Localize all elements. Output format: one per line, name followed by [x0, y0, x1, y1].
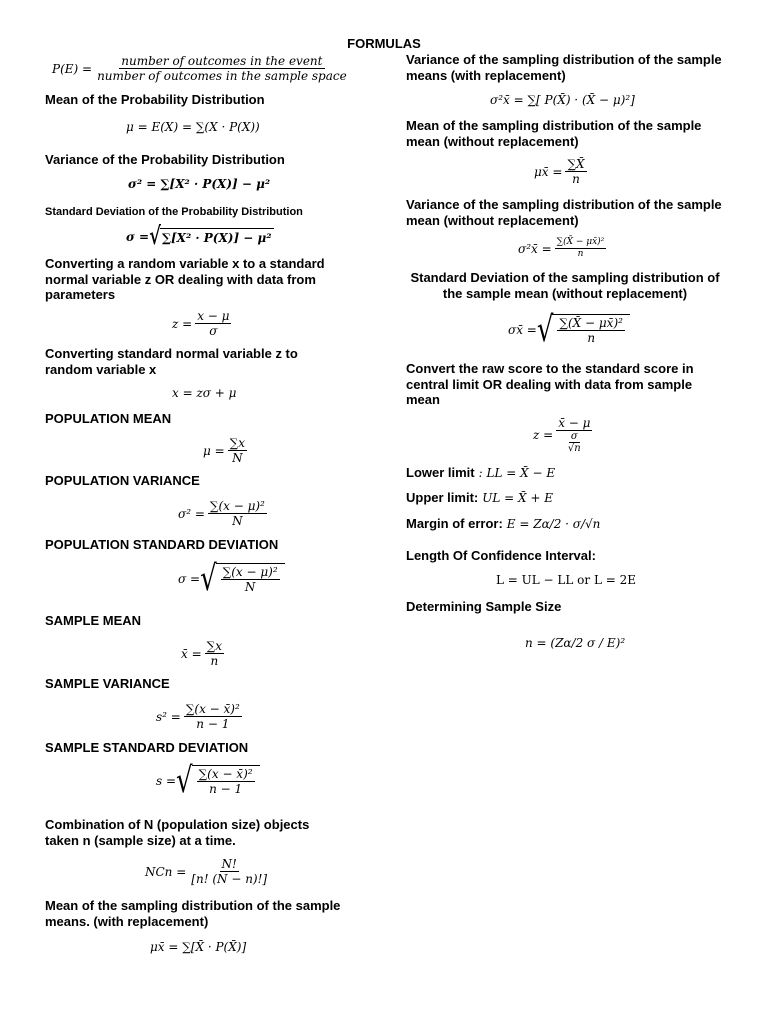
- combination-formula: [145, 857, 272, 886]
- z-convert-formula: [172, 309, 234, 338]
- sample-sd-denominator: n − 1: [209, 782, 243, 796]
- z-clt-root-n: √n: [567, 443, 581, 454]
- prob-event-numerator: number of outcomes in the event: [121, 54, 323, 68]
- mean-sampling-with-formula: μx̄ = ∑[X̄ · P(X̄)]: [150, 940, 247, 954]
- z-convert-denominator: σ: [209, 324, 218, 338]
- page-title: FORMULAS: [347, 36, 421, 51]
- var-prob-dist-heading: Variance of the Probability Distribution: [45, 152, 285, 167]
- z-convert-lhs: z =: [172, 316, 193, 331]
- sample-sd-heading: SAMPLE STANDARD DEVIATION: [45, 740, 249, 755]
- sd-prob-dist-heading: Standard Deviation of the Probability Distribution: [45, 206, 303, 218]
- z-clt-fraction: [556, 416, 592, 454]
- pop-sd-formula: [178, 558, 285, 599]
- sample-var-heading: SAMPLE VARIANCE: [45, 676, 170, 691]
- sample-sd-lhs: s =: [156, 773, 177, 788]
- pop-sd-lhs: σ =: [178, 571, 201, 586]
- var-sampling-without-denominator: n: [577, 249, 584, 259]
- pop-var-denominator: N: [232, 514, 243, 528]
- combination-fraction: [189, 857, 269, 886]
- sample-var-lhs: s² =: [156, 709, 181, 724]
- sd-sampling-without-sqrt: √ $\frac{\text{∑(X̄ − μx̄)²}}{n}$: [537, 314, 630, 345]
- sd-prob-dist-lhs: σ =: [126, 230, 150, 244]
- mean-sampling-without-heading: Mean of the sampling distribution of the sample mean (without replacement): [406, 118, 702, 149]
- var-sampling-without-lhs: σ²x̄ =: [518, 241, 552, 256]
- sample-mean-heading: SAMPLE MEAN: [45, 613, 142, 628]
- combination-heading: Combination of N (population size) objects taken n (sample size) at a time.: [45, 817, 310, 848]
- sd-sampling-without-lhs: σx̄ =: [508, 322, 537, 337]
- lower-limit-formula: : LL = X̄ − E: [478, 465, 556, 480]
- var-prob-dist-formula: σ² = ∑[X² · P(X)] − μ²: [128, 177, 271, 191]
- pop-var-fraction: [208, 499, 267, 528]
- var-sampling-without-numerator: ∑(X̄ − μx̄)²: [556, 237, 605, 247]
- pop-mean-fraction: [228, 436, 247, 465]
- ci-length-heading: Length Of Confidence Interval:: [406, 548, 596, 563]
- var-sampling-without-fraction: [555, 237, 607, 260]
- var-sampling-without-heading: Variance of the sampling distribution of the sample mean (without replacement): [406, 197, 722, 228]
- mean-sampling-with-heading: Mean of the sampling distribution of the sample means. (with replacement): [45, 898, 341, 929]
- sample-sd-fraction: [197, 767, 255, 796]
- pop-mean-formula: [203, 436, 250, 465]
- pop-mean-numerator: ∑x: [229, 436, 246, 450]
- prob-event-lhs: P(E) =: [52, 61, 93, 76]
- upper-limit-row: [406, 490, 553, 505]
- sample-mean-lhs: x̄ =: [181, 646, 202, 661]
- var-sampling-with-heading: Variance of the sampling distribution of the sample means (with replacement): [406, 52, 722, 83]
- pop-var-formula: [178, 499, 270, 528]
- sample-mean-denominator: n: [210, 654, 219, 668]
- z-convert-fraction: [195, 309, 231, 338]
- z-clt-lhs: z =: [533, 428, 554, 442]
- sd-sampling-without-fraction: [557, 316, 625, 345]
- pop-mean-heading: POPULATION MEAN: [45, 411, 172, 426]
- mean-prob-dist-heading: Mean of the Probability Distribution: [45, 92, 265, 107]
- sd-sampling-without-formula: [508, 309, 630, 350]
- sample-var-fraction: [184, 702, 242, 731]
- sample-mean-fraction: [205, 639, 224, 668]
- combination-denominator: [n! (N − n)!]: [191, 872, 268, 886]
- mean-sampling-without-lhs: μx̄ =: [534, 164, 563, 179]
- sd-sampling-without-heading: Standard Deviation of the sampling distribution of the sample mean (without replacement): [410, 270, 720, 301]
- pop-sd-sqrt: √ $\frac{\text{∑(x − μ)²}}{N}$: [200, 563, 285, 594]
- sample-sd-numerator: ∑(x − x̄)²: [198, 767, 253, 781]
- sample-sd-formula: [156, 760, 260, 801]
- margin-error-formula: E = Zα/2 · σ/√n: [506, 516, 601, 531]
- upper-limit-label: Upper limit:: [406, 490, 479, 505]
- ci-length-formula: L = UL − LL or L = 2E: [496, 573, 636, 587]
- mean-sampling-without-numerator: ∑X̄: [567, 157, 585, 171]
- upper-limit-formula: UL = X̄ + E: [482, 490, 553, 505]
- sample-mean-formula: [181, 639, 227, 668]
- combination-numerator: N!: [221, 857, 237, 871]
- sd-sampling-without-numerator: ∑(X̄ − μx̄)²: [559, 316, 623, 330]
- sample-var-formula: [156, 702, 245, 731]
- z-clt-formula: [533, 416, 595, 454]
- sample-mean-numerator: ∑x: [206, 639, 222, 653]
- sample-size-heading: Determining Sample Size: [406, 599, 562, 614]
- mean-sampling-without-fraction: [565, 157, 586, 186]
- pop-sd-denominator: N: [244, 580, 256, 594]
- pop-sd-heading: POPULATION STANDARD DEVIATION: [45, 537, 279, 552]
- sd-prob-dist-formula: [126, 222, 274, 251]
- x-convert-formula: x = zσ + μ: [172, 386, 237, 400]
- prob-event-fraction: [95, 54, 349, 83]
- z-clt-heading: Convert the raw score to the standard score in central limit OR dealing with data from sample mean: [406, 361, 694, 407]
- pop-var-numerator: ∑(x − μ)²: [209, 499, 265, 513]
- pop-var-heading: POPULATION VARIANCE: [45, 473, 200, 488]
- pop-sd-numerator: ∑(x − μ)²: [222, 565, 278, 579]
- z-clt-inner-fraction: [566, 431, 583, 454]
- margin-error-row: [406, 516, 600, 531]
- sample-var-denominator: n − 1: [196, 717, 230, 731]
- sample-sd-sqrt: √ $\frac{\text{∑(x − x̄)²}}{n - 1}$: [176, 765, 260, 796]
- z-convert-numerator: x − μ: [197, 309, 230, 323]
- sd-sampling-without-denominator: n: [587, 331, 596, 345]
- sample-size-formula: n = (Zα/2 σ / E)²: [525, 636, 626, 650]
- x-convert-heading: Converting standard normal variable z to random variable x: [45, 346, 298, 377]
- sd-prob-dist-sqrt: √ ∑[X² · P(X)] − μ²: [149, 222, 272, 251]
- mean-sampling-without-formula: [534, 157, 590, 186]
- pop-mean-denominator: N: [232, 451, 243, 465]
- lower-limit-label: Lower limit: [406, 465, 475, 480]
- pop-var-lhs: σ² =: [178, 506, 205, 521]
- combination-lhs: NCn =: [145, 864, 187, 879]
- prob-event-formula: [52, 54, 352, 83]
- sample-var-numerator: ∑(x − x̄)²: [185, 702, 240, 716]
- pop-mean-lhs: μ =: [203, 443, 225, 458]
- var-sampling-without-formula: [518, 237, 609, 260]
- var-sampling-with-formula: σ²x̄ = ∑[ P(X̄) · (X̄ − μ)²]: [490, 93, 635, 107]
- pop-sd-fraction: [221, 565, 280, 594]
- lower-limit-row: [406, 465, 555, 480]
- prob-event-denominator: number of outcomes in the sample space: [97, 69, 347, 83]
- sd-prob-dist-radicand: ∑[X² · P(X)] − μ²: [160, 228, 274, 246]
- z-convert-heading: Converting a random variable x to a standard normal variable z OR dealing with data from parameters: [45, 256, 325, 302]
- mean-prob-dist-formula: μ = E(X) = ∑(X · P(X)): [126, 120, 260, 134]
- mean-sampling-without-denominator: n: [572, 172, 580, 186]
- z-clt-numerator: x̄ − μ: [558, 416, 591, 430]
- z-clt-sigma: σ: [570, 431, 578, 442]
- margin-error-label: Margin of error:: [406, 516, 503, 531]
